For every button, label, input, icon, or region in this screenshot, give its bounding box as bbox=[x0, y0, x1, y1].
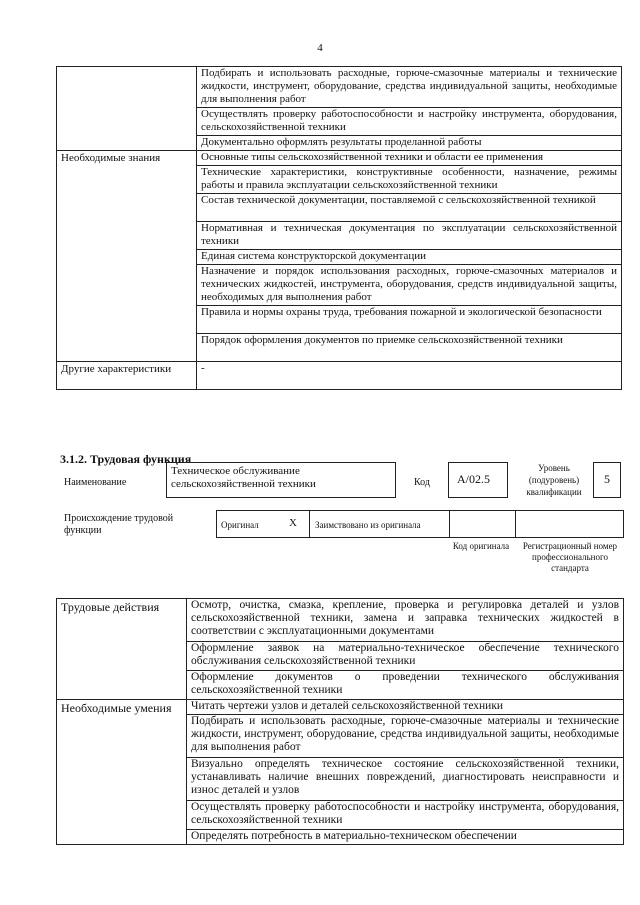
table-cell: Подбирать и использовать расходные, горюче-смазочные материалы и технические жидкости, инструмент, оборудование, средства индивидуальной защиты, необходимые для выполнения работ bbox=[197, 67, 622, 108]
table-cell: Оформление заявок на материально-техническое обеспечение технического обслуживания сельскохозяйственной техники bbox=[187, 642, 624, 671]
table-cell: Порядок оформления документов по приемке сельскохозяйственной техники bbox=[197, 334, 622, 362]
table-cell: Подбирать и использовать расходные, горюче-смазочные материалы и технические жидкости, инструмент, оборудование, средства индивидуальной защиты, необходимые для выполнения работ bbox=[187, 715, 624, 758]
code-label: Код bbox=[414, 477, 430, 488]
table-row bbox=[57, 599, 624, 642]
original-mark: X bbox=[289, 517, 297, 529]
row-label-knowledge: Необходимые знания bbox=[57, 151, 197, 362]
table-cell: Читать чертежи узлов и деталей сельскохозяйственной техники bbox=[187, 700, 624, 715]
level-value-box: 5 bbox=[593, 462, 621, 498]
original-label: Оригинал bbox=[221, 520, 259, 530]
labor-function-table bbox=[56, 598, 624, 845]
code-value-box: А/02.5 bbox=[448, 462, 508, 498]
page-number: 4 bbox=[317, 42, 323, 54]
row-label-skills: Необходимые умения bbox=[57, 700, 187, 845]
table-row bbox=[57, 67, 622, 108]
top-requirements-table bbox=[56, 66, 622, 390]
borrowed-label: Заимствовано из оригинала bbox=[315, 520, 421, 530]
name-label: Наименование bbox=[64, 477, 127, 488]
table-row bbox=[57, 362, 622, 390]
section-title: 3.1.2. Трудовая функция bbox=[60, 452, 192, 466]
caption-original-code: Код оригинала bbox=[452, 541, 510, 551]
table-cell: Определять потребность в материально-техническом обеспечении bbox=[187, 830, 624, 845]
table-cell: Визуально определять техническое состояние сельскохозяйственной техники, устанавливать наличие внешних повреждений, диагностировать неисправности и износ деталей и узлов bbox=[187, 758, 624, 801]
row-label bbox=[57, 67, 197, 151]
table-cell: Назначение и порядок использования расходных, горюче-смазочных материалов и технических жидкостей, инструмента, оборудования, средств индивидуальной защиты, необходимых для выполнения работ bbox=[197, 265, 622, 306]
table-cell: Осуществлять проверку работоспособности и настройку инструмента, оборудования, сельскохозяйственной техники bbox=[187, 801, 624, 830]
table-cell: Технические характеристики, конструктивные особенности, назначение, режимы работы и правила эксплуатации сельскохозяйственной техники bbox=[197, 166, 622, 194]
table-cell: Осмотр, очистка, смазка, крепление, проверка и регулировка деталей и узлов сельскохозяйственной техники, замена и заправка технических жидкостей в соответствии с эксплуатационными документами bbox=[187, 599, 624, 642]
table-cell: Осуществлять проверку работоспособности и настройку инструмента, оборудования, сельскохозяйственной техники bbox=[197, 108, 622, 136]
divider bbox=[449, 511, 450, 537]
divider bbox=[515, 511, 516, 537]
table-cell: Единая система конструкторской документации bbox=[197, 250, 622, 265]
table-cell: - bbox=[197, 362, 622, 390]
table-row bbox=[57, 151, 622, 166]
function-name-box: Техническое обслуживание сельскохозяйственной техники bbox=[166, 462, 396, 498]
level-label: Уровень (подуровень) квалификации bbox=[526, 463, 582, 497]
table-cell: Документально оформлять результаты проделанной работы bbox=[197, 136, 622, 151]
table-cell: Оформление документов о проведении технического обслуживания сельскохозяйственной техники bbox=[187, 671, 624, 700]
origin-label: Происхождение трудовой функции bbox=[64, 513, 174, 536]
divider bbox=[309, 511, 310, 537]
origin-table bbox=[216, 510, 624, 538]
table-row bbox=[57, 700, 624, 715]
table-cell: Правила и нормы охраны труда, требования пожарной и экологической безопасности bbox=[197, 306, 622, 334]
table-cell: Состав технической документации, поставляемой с сельскохозяйственной техникой bbox=[197, 194, 622, 222]
caption-registration-number: Регистрационный номер профессионального стандарта bbox=[522, 541, 618, 573]
table-cell: Основные типы сельскохозяйственной техники и области ее применения bbox=[197, 151, 622, 166]
table-cell: Нормативная и техническая документация по эксплуатации сельскохозяйственной техники bbox=[197, 222, 622, 250]
row-label-actions: Трудовые действия bbox=[57, 599, 187, 700]
row-label-other: Другие характеристики bbox=[57, 362, 197, 390]
